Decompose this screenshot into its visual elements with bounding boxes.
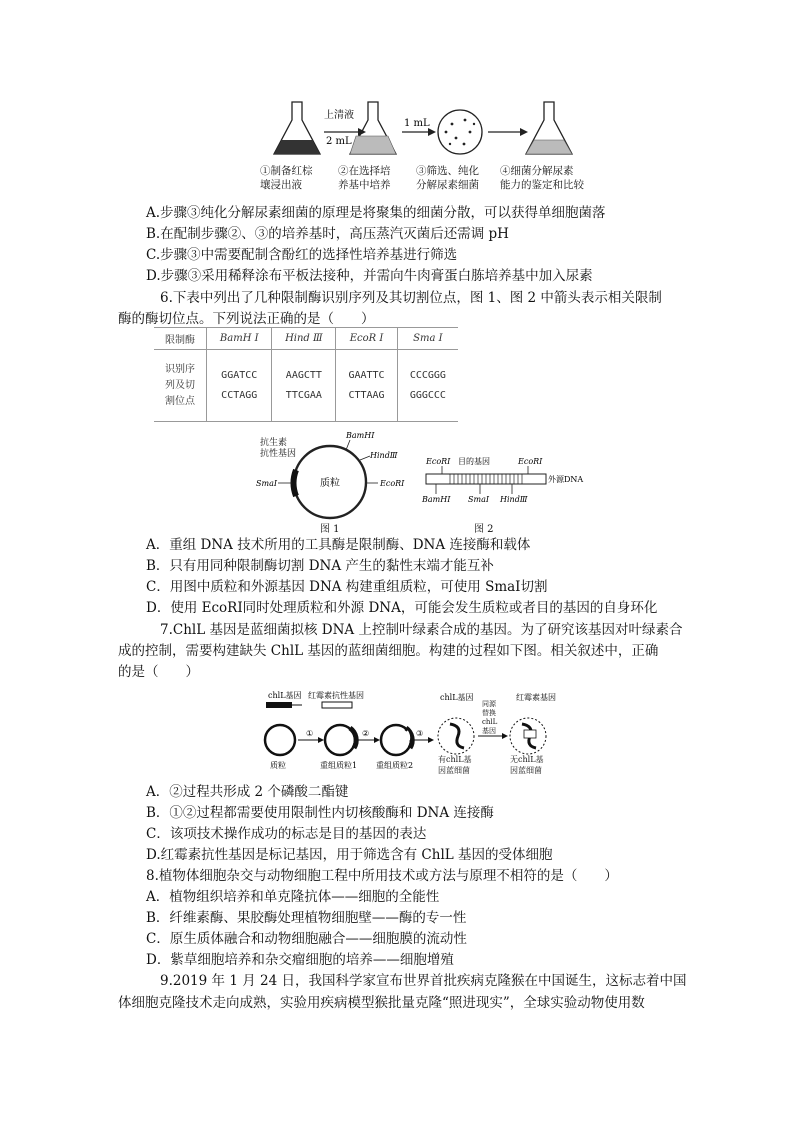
plasmid-circle	[265, 725, 295, 755]
enzyme-bamh: BamH Ⅰ	[207, 328, 272, 350]
fig2-ecor-right-label: EcoRⅠ	[518, 457, 543, 466]
workflow-step-3: ③筛选、纯化 分解尿素细菌	[416, 165, 479, 191]
workflow-step-4: ④细菌分解尿素 能力的鉴定和比较	[500, 165, 584, 191]
fig1-ecor-label: EcoRⅠ	[380, 479, 405, 488]
workflow-figure	[260, 96, 590, 196]
fig1-resistance-label: 抗生素 抗性基因	[260, 438, 297, 459]
q7-cell-ery-label: 红霉素基因	[516, 693, 556, 702]
ery-gene-bar	[322, 702, 352, 708]
q7-ery-gene-label: 红霉素抗性基因	[308, 691, 364, 700]
q5-option-b: B.在配制步骤②、③的培养基时，高压蒸汽灭菌后还需调 pH	[146, 226, 509, 242]
q9-line1: 9.2019 年 1 月 24 日，我国科学家宣布世界首批疾病克隆猴在中国诞生，这标志着中国	[160, 973, 687, 989]
q7-construction-figure	[256, 688, 566, 780]
flask-4-icon	[526, 102, 572, 154]
workflow-step-1: ①制备红棕 壤浸出液	[260, 165, 313, 191]
q6-option-b: B．只有用同种限制酶切割 DNA 产生的黏性末端才能互补	[146, 558, 494, 574]
chll-gene-bar	[266, 702, 292, 708]
q5-option-c: C.步骤③中需要配制含酚红的选择性培养基进行筛选	[146, 247, 458, 263]
q5-option-a: A.步骤③纯化分解尿素细菌的原理是将聚集的细菌分散，可以获得单细胞菌落	[146, 205, 606, 221]
fig2-target-gene-label: 目的基因	[458, 457, 490, 466]
fig2-foreign-dna-label: 外源DNA	[548, 475, 584, 484]
enzyme-sma: Sma Ⅰ	[397, 328, 458, 350]
q7-cell-with-label: 有chlL基 因蓝细菌	[438, 755, 472, 775]
q8-option-a: A．植物组织培养和单克隆抗体——细胞的全能性	[146, 889, 440, 905]
foreign-dna-diagram	[420, 452, 590, 512]
fig2-caption: 图 2	[474, 524, 494, 535]
seq-bamh: GGATCC CCTAGG	[207, 350, 272, 422]
fig2-sma-label: SmaⅠ	[468, 495, 489, 504]
q7-cell-without-label: 无chlL基 因蓝细菌	[510, 755, 544, 775]
fig2-ecor-left-label: EcoRⅠ	[426, 457, 451, 466]
q6-option-a: A．重组 DNA 技术所用的工具酶是限制酶、DNA 连接酶和载体	[146, 537, 531, 553]
q7-plasmid-label: 质粒	[270, 761, 286, 770]
resistance-gene-segment	[294, 470, 296, 496]
table-header-label: 限制酶	[154, 328, 207, 350]
figure-1-plasmid	[250, 430, 410, 534]
q8-option-b: B．纤维素酶、果胶酶处理植物细胞壁——酶的专一性	[146, 910, 467, 926]
vol1-label: 2 mL	[326, 136, 352, 147]
q7-stem-line2: 成的控制，需要构建缺失 ChlL 基因的蓝细菌细胞。构建的过程如下图。相关叙述中，正确	[118, 643, 659, 659]
flask-1-icon	[274, 102, 320, 154]
seq-hind: AAGCTT TTCGAA	[272, 350, 336, 422]
q7-option-b: B．①②过程都需要使用限制性内切核酸酶和 DNA 连接酶	[146, 805, 494, 821]
fig1-bamh-label: BamHⅠ	[346, 431, 375, 440]
q7-step2: ②	[362, 729, 370, 738]
q7-option-c: C．该项技术操作成功的标志是目的基因的表达	[146, 826, 427, 842]
fig1-caption: 图 1	[320, 524, 340, 535]
fig2-bamh-label: BamHⅠ	[422, 495, 451, 504]
q6-option-d: D．使用 EcoRⅠ同时处理质粒和外源 DNA，可能会发生质粒或者目的基因的自身环化	[146, 600, 658, 616]
fig2-hind-label: HindⅢ	[500, 495, 528, 504]
enzyme-ecor: EcoR Ⅰ	[336, 328, 397, 350]
fig1-sma-label: SmaⅠ	[256, 479, 277, 488]
cell-with-chll	[438, 718, 474, 754]
figure-2-foreign-dna	[420, 452, 590, 534]
seq-ecor: GAATTC CTTAAG	[336, 350, 397, 422]
workflow-step-2: ②在选择培 养基中培养	[338, 165, 391, 191]
dna-stripes	[450, 474, 522, 484]
q6-option-c: C．用图中质粒和外源基因 DNA 构建重组质粒，可使用 SmaⅠ切割	[146, 579, 548, 595]
q8-option-d: D．紫草细胞培养和杂交瘤细胞的培养——细胞增殖	[146, 952, 454, 968]
table-row-label: 识别序 列及切 割位点	[154, 350, 207, 422]
q8-stem: 8.植物体细胞杂交与动物细胞工程中所用技术或方法与原理不相符的是（ ）	[146, 868, 618, 884]
q7-stem-line3: 的是（ ）	[118, 664, 199, 680]
q7-option-d: D.红霉素抗性基因是标记基因，用于筛选含有 ChlL 基因的受体细胞	[146, 847, 553, 863]
q7-step3: ③	[416, 729, 424, 738]
q7-step1: ①	[306, 729, 314, 738]
q8-option-c: C．原生质体融合和动物细胞融合——细胞膜的流动性	[146, 931, 467, 947]
supernatant-label: 上清液	[324, 110, 354, 121]
q7-cell-chll-label: chlL基因	[440, 693, 474, 702]
q9-line2: 体细胞克隆技术走向成熟，实验用疾病模型猴批量克隆“照进现实”，全球实验动物使用数	[118, 995, 645, 1011]
vol2-label: 1 mL	[404, 118, 430, 129]
q5-option-d: D.步骤③采用稀释涂布平板法接种，并需向牛肉膏蛋白胨培养基中加入尿素	[146, 268, 593, 284]
enzyme-hind: Hind Ⅲ	[272, 328, 336, 350]
q7-recomb2-label: 重组质粒2	[376, 761, 414, 770]
plasmid-label: 质粒	[320, 478, 340, 489]
petri-plate-icon	[438, 110, 482, 154]
q6-stem-line2: 酶的酶切位点。下列说法正确的是（ ）	[118, 311, 375, 327]
q6-stem-line1: 6.下表中列出了几种限制酶识别序列及其切割位点，图 1、图 2 中箭头表示相关限制	[160, 290, 662, 306]
restriction-enzyme-table	[154, 327, 458, 422]
fig1-hind-label: HindⅢ	[370, 451, 398, 460]
seq-sma: CCCGGG GGGCCC	[397, 350, 458, 422]
q7-stem-line1: 7.ChlL 基因是蓝细菌拟核 DNA 上控制叶绿素合成的基因。为了研究该基因对叶绿素合	[160, 622, 683, 638]
q7-chll-gene-label: chlL基因	[268, 691, 302, 700]
q7-option-a: A．②过程共形成 2 个磷酸二酯键	[146, 784, 349, 800]
q7-recomb1-label: 重组质粒1	[320, 761, 358, 770]
q7-swap-label: 同源 替换 chlL 基因	[482, 700, 498, 735]
flask-2-icon	[350, 102, 396, 154]
